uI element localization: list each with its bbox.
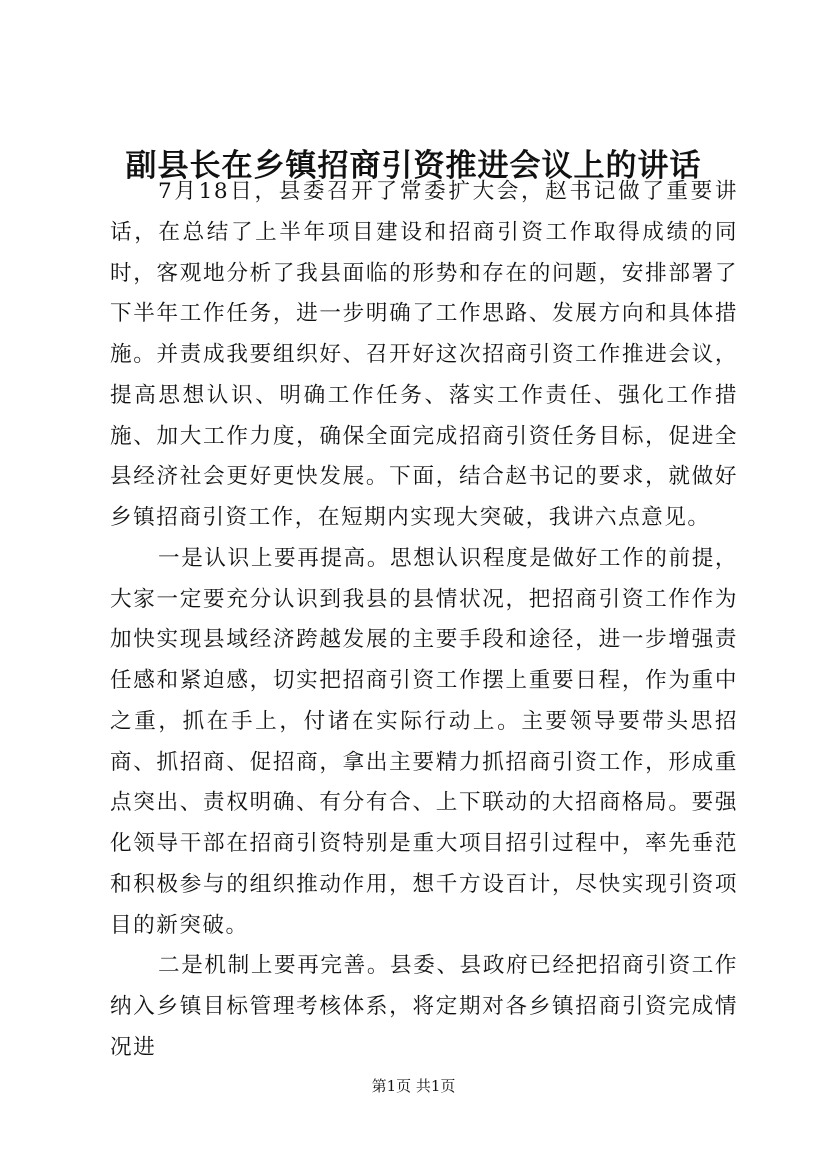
- paragraph-intro: 7月18日，县委召开了常委扩大会，赵书记做了重要讲话，在总结了上半年项目建设和招商引资工作取得成绩的同时，客观地分析了我县面临的形势和存在的问题，安排部署了下半年工作任务，进一步明确了工作思路、发展方向和具体措施。并责成我要组织好、召开好这次招商引资工作推进会议，提高思想认识、明确工作任务、落实工作责任、强化工作措施、加大工作力度，确保全面完成招商引资任务目标，促进全县经济社会更好更快发展。下面，结合赵书记的要求，就做好乡镇招商引资工作，在短期内实现大突破，我讲六点意见。: [110, 179, 738, 530]
- paragraph-point-one: 一是认识上要再提高。思想认识程度是做好工作的前提，大家一定要充分认识到我县的县情状况，把招商引资工作作为加快实现县域经济跨越发展的主要手段和途径，进一步增强责任感和紧迫感，切实把招商引资工作摆上重要日程，作为重中之重，抓在手上，付诸在实际行动上。主要领导要带头思招商、抓招商、促招商，拿出主要精力抓招商引资工作，形成重点突出、责权明确、有分有合、上下联动的大招商格局。要强化领导干部在招商引资特别是重大项目招引过程中，率先垂范和积极参与的组织推动作用，想千方设百计，尽快实现引资项目的新突破。: [110, 545, 738, 938]
- page-footer: 第1页 共1页: [371, 1077, 456, 1095]
- document-title: 副县长在乡镇招商引资推进会议上的讲话: [125, 148, 702, 184]
- paragraph-point-two: 二是机制上要再完善。县委、县政府已经把招商引资工作纳入乡镇目标管理考核体系，将定期对各乡镇招商引资完成情况进: [110, 953, 738, 1060]
- document-body: [110, 172, 738, 1069]
